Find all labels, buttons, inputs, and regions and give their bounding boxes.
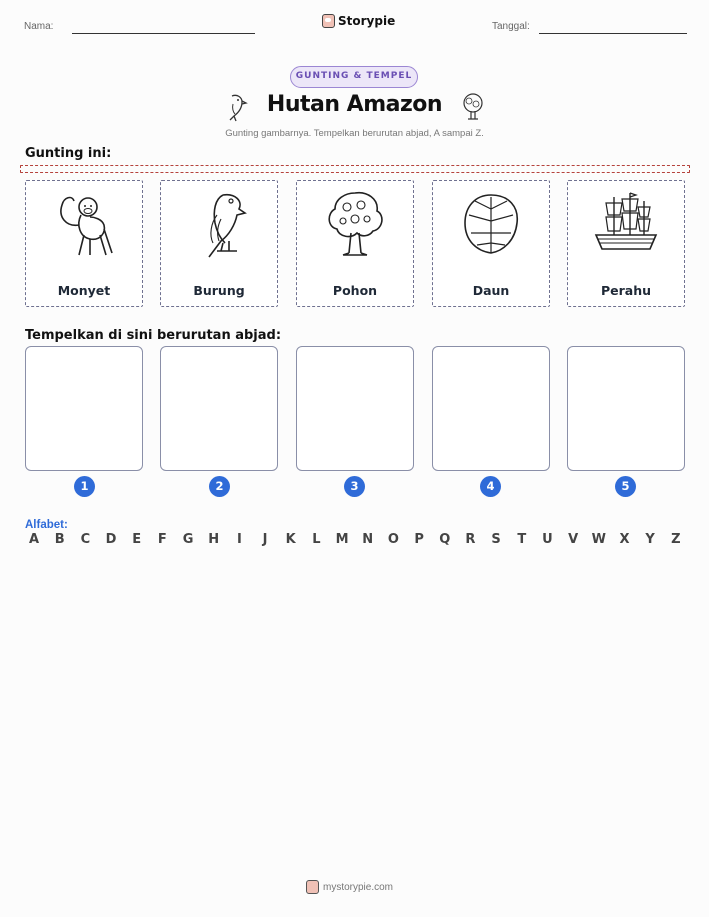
paste-slot-2[interactable] [160,346,278,471]
instructions: Gunting gambarnya. Tempelkan berurutan abjad, A sampai Z. [225,128,484,139]
slot-number-badge: 4 [480,476,501,497]
paste-slot-4[interactable] [432,346,550,471]
slot-number-badge: 3 [344,476,365,497]
ship-icon [588,187,664,263]
cutout-card-monyet[interactable] [25,180,143,307]
name-label: Nama: [24,21,54,32]
alphabet-letter: J [262,532,268,547]
paste-slot-5[interactable] [567,346,685,471]
card-label: Daun [472,283,510,298]
alphabet-letter: L [312,532,321,547]
alphabet-letter: I [236,532,242,547]
alphabet-letter: F [157,532,167,547]
footer [306,880,393,894]
cutout-card-pohon[interactable] [296,180,414,307]
slot-number-badge: 2 [209,476,230,497]
card-label: Monyet [57,283,111,298]
alphabet-letter: Z [671,532,681,547]
name-line [72,33,255,34]
alphabet-letter: M [335,532,349,547]
cutout-card-burung[interactable] [160,180,278,307]
parrot-icon [181,187,257,263]
card-label: Burung [193,283,245,298]
brand-logo [322,14,395,28]
alphabet-letter: B [54,532,65,547]
card-label: Perahu [600,283,652,298]
alphabet-letter: V [568,532,579,547]
page-title: Hutan Amazon [266,92,443,117]
cutout-cards [0,180,709,307]
alphabet-letter: T [517,532,527,547]
alphabet-letter: C [80,532,91,547]
monkey-icon [46,187,122,263]
title-row [0,92,709,124]
alphabet-label: Alfabet: [25,519,68,531]
brand-name: Storypie [338,14,396,28]
alphabet-letter: Q [439,532,451,547]
cutout-card-daun[interactable] [432,180,550,307]
storypie-logo-icon [306,880,319,894]
card-label: Pohon [332,283,378,298]
paste-slot-3[interactable] [296,346,414,471]
alphabet-letter: P [414,532,424,547]
date-label: Tanggal: [492,21,530,32]
cut-line [20,165,690,173]
footer-url: mystorypie.com [323,881,394,893]
alphabet-letter: E [132,532,142,547]
activity-badge: GUNTING & TEMPEL [290,66,418,88]
date-line [539,33,687,34]
paste-slot-1[interactable] [25,346,143,471]
slot-number-badge: 5 [615,476,636,497]
parrot-icon [222,92,248,122]
alphabet-letter: W [591,532,606,547]
alphabet-letter: G [182,532,194,547]
alphabet-letter: X [619,532,630,547]
paste-section-heading: Tempelkan di sini berurutan abjad: [25,328,282,343]
alphabet-letter: D [105,532,117,547]
alphabet-letter: U [542,532,553,547]
cutout-card-perahu[interactable] [567,180,685,307]
alphabet-letter: Y [645,532,655,547]
tree-icon [317,187,393,263]
alphabet-row [25,532,685,550]
alphabet-letter: K [285,532,296,547]
alphabet-letter: N [362,532,374,547]
cut-section-heading: Gunting ini: [25,146,112,161]
storypie-logo-icon [322,14,335,28]
tree-icon [460,92,486,122]
alphabet-letter: A [28,532,40,547]
alphabet-letter: S [491,532,501,547]
alphabet-letter: R [465,532,476,547]
paste-slots [0,346,709,496]
alphabet-letter: H [208,532,220,547]
leaf-icon [453,187,529,263]
slot-number-badge: 1 [74,476,95,497]
worksheet-header [0,12,709,42]
alphabet-letter: O [387,532,399,547]
